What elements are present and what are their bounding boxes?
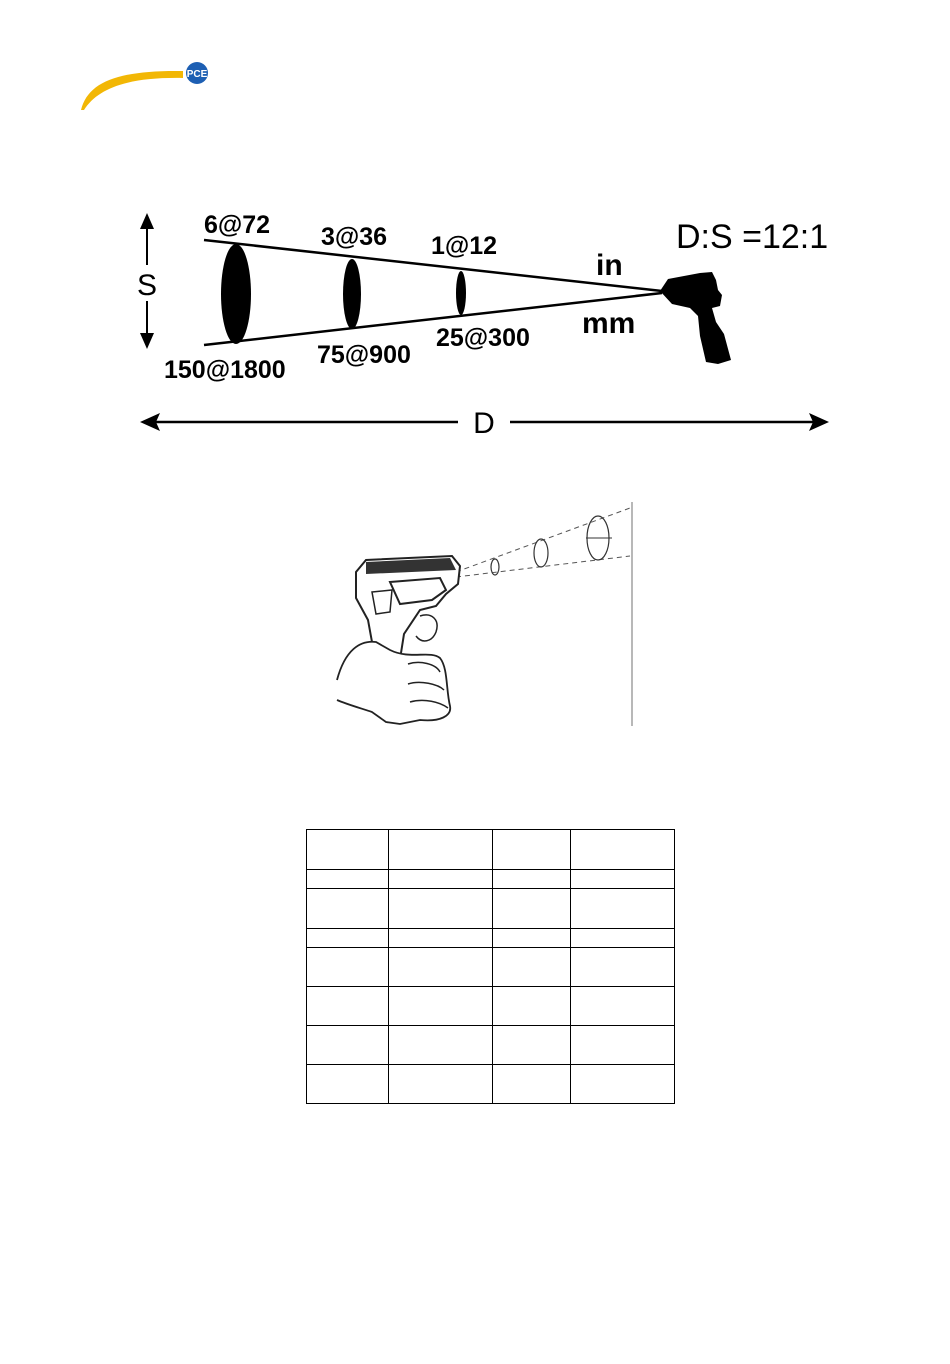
- thermometer-silhouette-icon: [660, 272, 731, 364]
- table-cell: [493, 1026, 571, 1065]
- point-label-mm: 25@300: [436, 324, 530, 352]
- table-row: [307, 948, 675, 987]
- table-cell: [307, 948, 389, 987]
- unit-inch-label: in: [596, 249, 623, 282]
- table-cell: [307, 1065, 389, 1104]
- table-cell: [389, 948, 493, 987]
- table-row: [307, 929, 675, 948]
- table-cell: [493, 1065, 571, 1104]
- hand-holding-thermometer-illustration: [335, 500, 635, 728]
- distance-to-spot-diagram: [0, 190, 950, 450]
- distance-axis-label: D: [473, 407, 495, 440]
- table-cell: [389, 1065, 493, 1104]
- pce-logo: [78, 60, 218, 114]
- table-cell: [307, 889, 389, 929]
- size-arrow-down-icon: [140, 333, 154, 349]
- unit-mm-label: mm: [582, 307, 636, 340]
- table-cell: [389, 889, 493, 929]
- table-cell: [389, 830, 493, 870]
- table-cell: [571, 870, 675, 889]
- table-cell: [389, 870, 493, 889]
- table-cell: [389, 929, 493, 948]
- table-cell: [571, 987, 675, 1026]
- table-cell: [571, 948, 675, 987]
- table-cell: [389, 987, 493, 1026]
- table-cell: [571, 889, 675, 929]
- spot-ellipse-medium: [343, 259, 361, 329]
- table-cell: [493, 948, 571, 987]
- table-cell: [493, 889, 571, 929]
- hand-icon: [337, 642, 450, 724]
- spot-ellipse-large: [221, 244, 251, 344]
- table-cell: [307, 830, 389, 870]
- table-cell: [307, 870, 389, 889]
- spot-ring-medium: [534, 539, 548, 567]
- table-cell: [493, 987, 571, 1026]
- table-row: [307, 1065, 675, 1104]
- point-label-inch: 1@12: [431, 232, 498, 260]
- point-label-mm: 150@1800: [164, 356, 286, 384]
- logo-text: PCE: [186, 69, 208, 80]
- table-cell: [307, 1026, 389, 1065]
- table-cell: [571, 1065, 675, 1104]
- spot-ellipse-small: [456, 271, 466, 315]
- table-row: [307, 1026, 675, 1065]
- table-cell: [571, 1026, 675, 1065]
- table-row: [307, 870, 675, 889]
- table-cell: [307, 987, 389, 1026]
- size-axis-label: S: [136, 269, 158, 302]
- table-row: [307, 889, 675, 929]
- emissivity-table: [306, 829, 675, 1104]
- table-row: [307, 987, 675, 1026]
- table-cell: [493, 830, 571, 870]
- table-cell: [493, 870, 571, 889]
- point-label-mm: 75@900: [317, 341, 411, 369]
- ratio-label: D:S =12:1: [676, 218, 829, 256]
- point-label-inch: 6@72: [204, 211, 271, 239]
- size-arrow-up-icon: [140, 213, 154, 229]
- table-cell: [389, 1026, 493, 1065]
- table-cell: [307, 929, 389, 948]
- logo-swoosh: [81, 71, 183, 110]
- table-row: [307, 830, 675, 870]
- table-cell: [493, 929, 571, 948]
- point-label-inch: 3@36: [321, 223, 388, 251]
- table-cell: [571, 929, 675, 948]
- table-cell: [571, 830, 675, 870]
